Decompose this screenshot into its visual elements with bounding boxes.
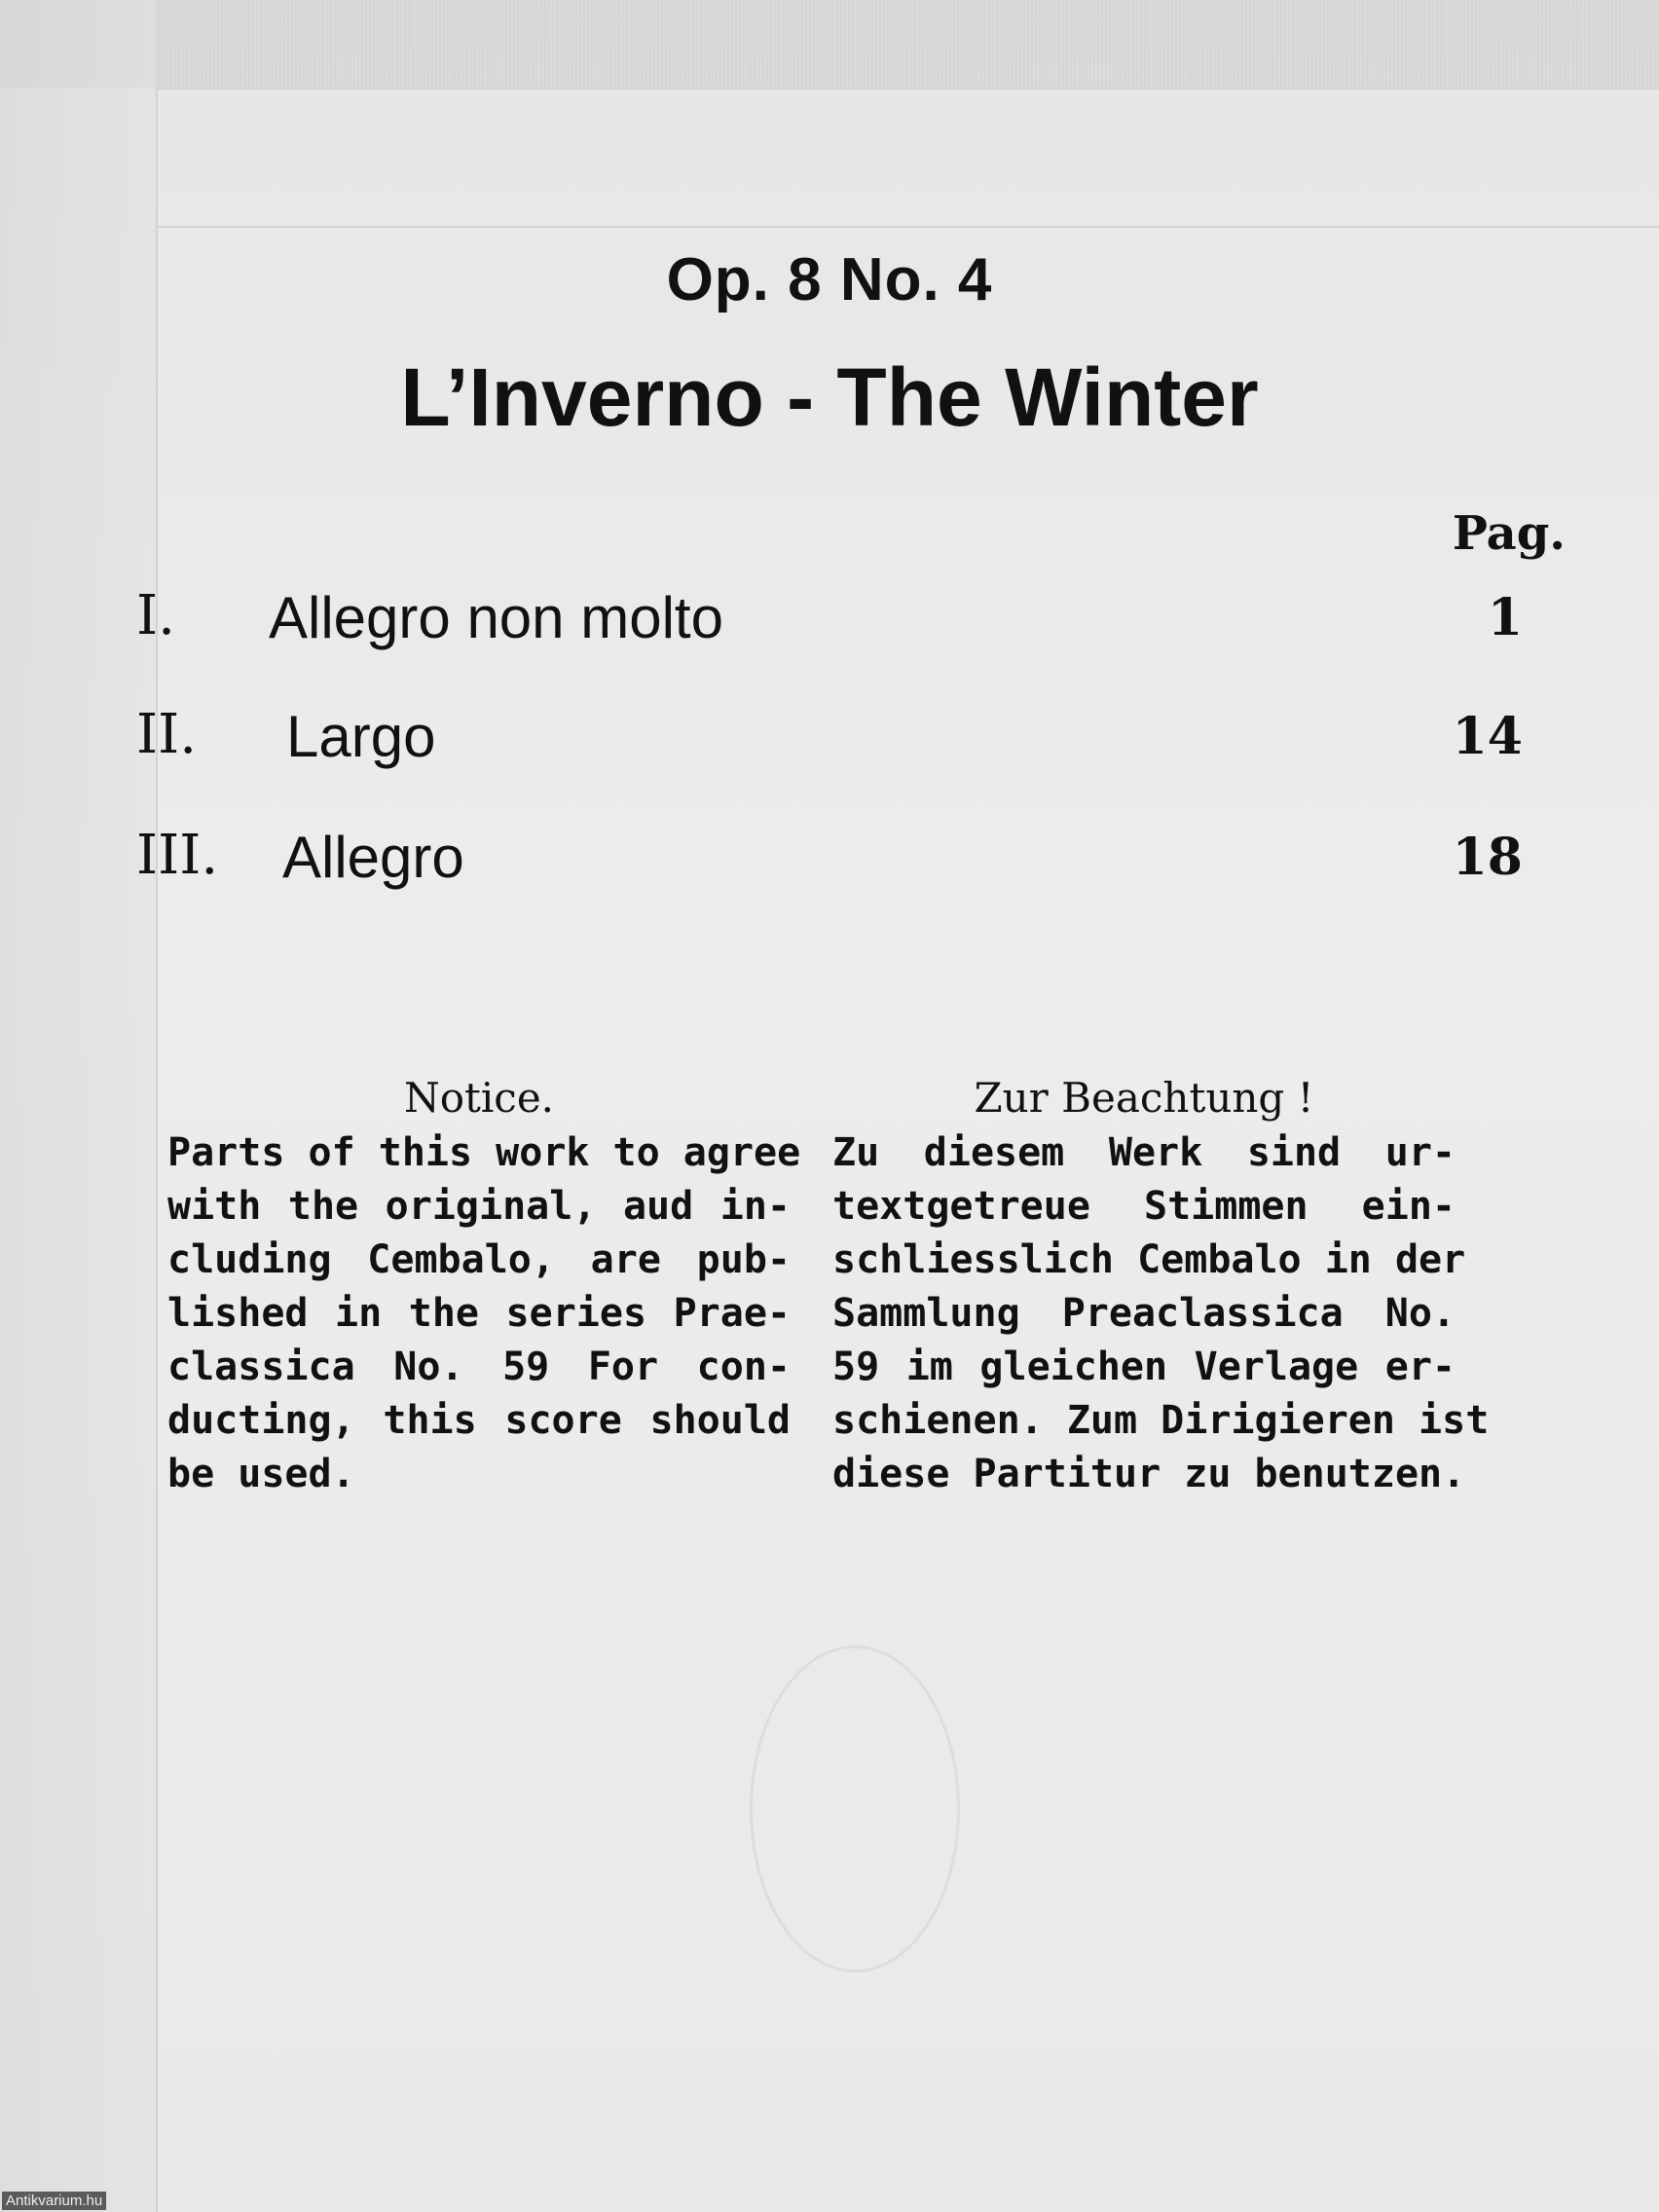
movement-name: Allegro <box>282 825 464 890</box>
notice-line: Parts of this work to agree <box>167 1130 801 1175</box>
movement-row-1 <box>0 584 1659 672</box>
notice-english <box>167 1071 801 1501</box>
movement-page: 18 <box>1452 828 1523 887</box>
movement-page: 14 <box>1452 707 1523 766</box>
notice-line: schienen. Zum Dirigieren ist <box>832 1398 1490 1443</box>
notice-heading: Notice. <box>403 1074 555 1122</box>
show-through-rule <box>156 226 1659 228</box>
movement-numeral: III. <box>136 824 219 887</box>
notice-line: Zu diesem Werk sind ur- <box>832 1130 1456 1175</box>
page-edge-left <box>0 0 156 2212</box>
notice-line: ducting, this score should <box>167 1398 791 1443</box>
opus-number: Op. 8 No. 4 <box>666 246 993 313</box>
notice-german <box>832 1071 1490 1501</box>
notice-line: be used. <box>167 1452 355 1496</box>
notice-line: 59 im gleichen Verlage er- <box>832 1345 1456 1389</box>
notice-line: classica No. 59 For con- <box>167 1345 791 1389</box>
watermark-credit: Antikvarium.hu <box>2 2192 106 2210</box>
notice-line: lished in the series Prae- <box>167 1291 791 1336</box>
page-column-label: Pag. <box>1452 506 1566 561</box>
movement-name: Largo <box>286 704 436 769</box>
movement-row-2 <box>0 703 1659 791</box>
notice-line: with the original, aud in- <box>167 1184 791 1229</box>
notice-line: schliesslich Cembalo in der <box>832 1237 1466 1282</box>
notice-line: Sammlung Preaclassica No. <box>832 1291 1456 1336</box>
notice-line: textgetreue Stimmen ein- <box>832 1184 1456 1229</box>
movement-numeral: II. <box>136 703 198 766</box>
movement-row-3 <box>0 824 1659 911</box>
show-through-seal <box>750 1645 960 1972</box>
notice-line: diese Partitur zu benutzen. <box>832 1452 1466 1496</box>
movement-numeral: I. <box>136 584 175 647</box>
work-title: L’Inverno - The Winter <box>400 351 1259 443</box>
notice-line: cluding Cembalo, are pub- <box>167 1237 791 1282</box>
page-edge-top <box>0 0 1659 88</box>
movement-page: 1 <box>1487 588 1523 647</box>
notice-heading: Zur Beachtung ! <box>974 1074 1314 1122</box>
movement-name: Allegro non molto <box>269 585 723 650</box>
